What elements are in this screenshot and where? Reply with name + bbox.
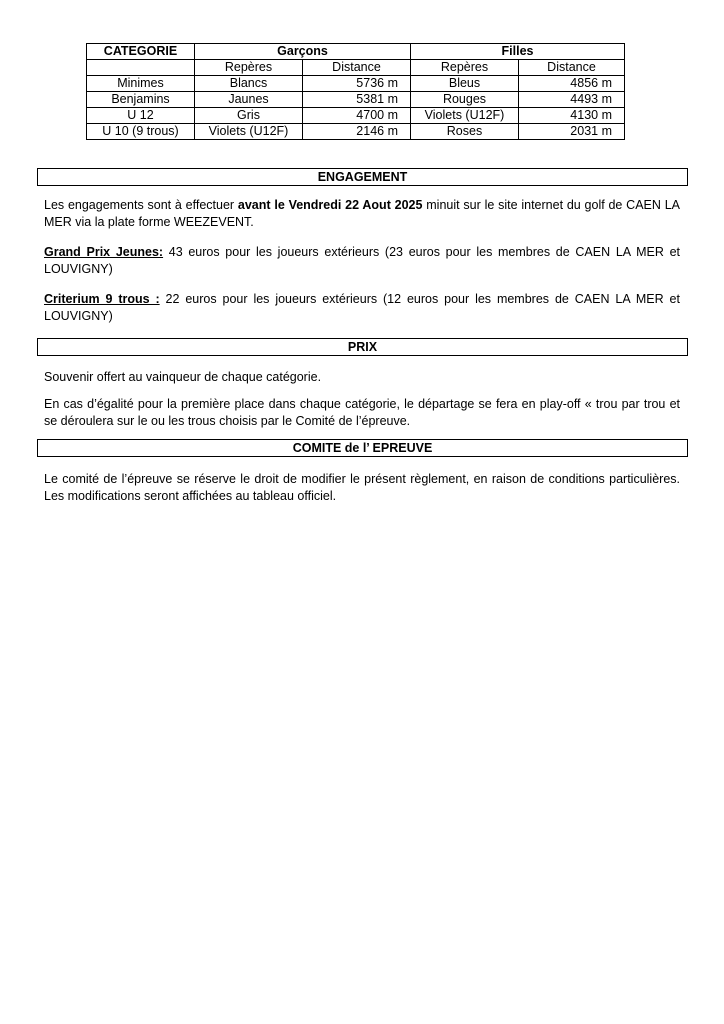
prix-header: PRIX: [37, 338, 688, 356]
grand-prix-label: Grand Prix Jeunes:: [44, 245, 164, 259]
category-cell: Minimes: [87, 76, 195, 92]
boys-distance-cell: 5736 m: [303, 76, 411, 92]
boys-tee-cell: Jaunes: [195, 92, 303, 108]
girls-header: Filles: [411, 44, 625, 60]
girls-distance-cell: 4493 m: [519, 92, 625, 108]
boys-header: Garçons: [195, 44, 411, 60]
girls-distance-cell: 4130 m: [519, 108, 625, 124]
category-cell: U 10 (9 trous): [87, 124, 195, 140]
engagement-header: ENGAGEMENT: [37, 168, 688, 186]
comite-paragraph: Le comité de l’épreuve se réserve le droit de modifier le présent règlement, en raison de conditions particulières. Les modifications seront affichées au tableau officiel.: [44, 472, 680, 503]
girls-distance-cell: 4856 m: [519, 76, 625, 92]
boys-tee-cell: Blancs: [195, 76, 303, 92]
empty-cell: [87, 60, 195, 76]
table-row: [87, 76, 625, 92]
criterium-label: Criterium 9 trous :: [44, 292, 160, 306]
comite-header: COMITE de l’ EPREUVE: [37, 439, 688, 457]
girls-tee-cell: Violets (U12F): [411, 108, 519, 124]
grand-prix-text: 43 euros pour les joueurs extérieurs (23 euros pour les membres de CAEN LA MER et LOUVIGNY): [44, 245, 680, 276]
girls-distance-header: Distance: [519, 60, 625, 76]
boys-tees-header: Repères: [195, 60, 303, 76]
prix-paragraph-2: En cas d’égalité pour la première place dans chaque catégorie, le départage se fera en play-off « trou par trou et se déroulera sur le ou les trous choisis par le Comité de l’épreuve.: [44, 397, 680, 428]
table-row: [87, 124, 625, 140]
engagement-text-start: Les engagements sont à effectuer: [44, 198, 238, 212]
girls-distance-cell: 2031 m: [519, 124, 625, 140]
boys-distance-cell: 4700 m: [303, 108, 411, 124]
table-row: [87, 108, 625, 124]
criterium-fee-paragraph: [44, 291, 680, 324]
boys-distance-cell: 2146 m: [303, 124, 411, 140]
criterium-text: 22 euros pour les joueurs extérieurs (12 euros pour les membres de CAEN LA MER et LOUVIGNY): [44, 292, 680, 323]
boys-distance-header: Distance: [303, 60, 411, 76]
girls-tee-cell: Bleus: [411, 76, 519, 92]
engagement-paragraph: [44, 197, 680, 230]
table-row: [87, 92, 625, 108]
boys-tee-cell: Violets (U12F): [195, 124, 303, 140]
girls-tee-cell: Rouges: [411, 92, 519, 108]
engagement-deadline: avant le Vendredi 22 Aout 2025: [237, 198, 423, 212]
engagement-text-end: minuit sur le site internet du golf de CAEN LA MER via la plate forme WEEZEVENT.: [44, 198, 681, 229]
grand-prix-fee-paragraph: [44, 244, 680, 277]
girls-tees-header: Repères: [411, 60, 519, 76]
table-subheader-row: [87, 60, 625, 76]
boys-tee-cell: Gris: [195, 108, 303, 124]
girls-tee-cell: Roses: [411, 124, 519, 140]
category-cell: Benjamins: [87, 92, 195, 108]
distances-table: [86, 43, 625, 140]
prix-paragraph-1: Souvenir offert au vainqueur de chaque catégorie.: [44, 370, 322, 384]
boys-distance-cell: 5381 m: [303, 92, 411, 108]
category-header: CATEGORIE: [87, 44, 195, 60]
category-cell: U 12: [87, 108, 195, 124]
table-header-row: [87, 44, 625, 60]
